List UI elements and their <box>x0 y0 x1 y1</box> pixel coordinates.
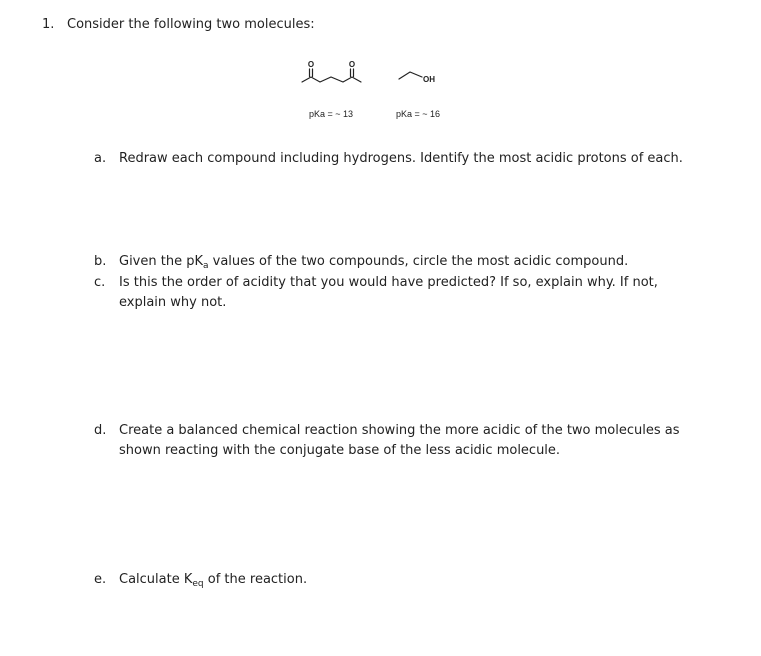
diketone-oxygen-right: O <box>348 60 356 69</box>
part-b-post: values of the two compounds, circle the most acidic compound. <box>208 254 629 269</box>
ethanol-hydroxyl-label: OH <box>423 75 435 84</box>
ethanol-structure <box>399 72 422 79</box>
part-c-line-1: Is this the order of acidity that you would have predicted? If so, explain why. If not, <box>119 275 658 290</box>
part-b-pre: Given the pK <box>119 254 203 269</box>
part-d-marker: d. <box>94 423 107 438</box>
part-a-marker: a. <box>94 151 107 166</box>
part-c-marker: c. <box>94 275 106 290</box>
part-c-line-2: explain why not. <box>119 295 227 310</box>
part-e-text <box>119 572 307 589</box>
part-d-line-1: Create a balanced chemical reaction showing the more acidic of the two molecules as <box>119 423 680 438</box>
diketone-oxygen-left: O <box>307 60 315 69</box>
part-e-pre: Calculate K <box>119 572 193 587</box>
diketone-pka-label: pKa = ~ 13 <box>309 109 354 119</box>
question-stem: Consider the following two molecules: <box>67 17 315 32</box>
part-b-subscript: a <box>203 261 209 271</box>
ethanol-pka-label: pKa = ~ 16 <box>396 109 441 119</box>
part-e-post: of the reaction. <box>203 572 308 587</box>
part-b-text <box>119 254 628 271</box>
part-d-line-2: shown reacting with the conjugate base of the less acidic molecule. <box>119 443 561 458</box>
molecule-figure <box>0 0 761 130</box>
part-e-subscript: eq <box>192 579 204 589</box>
question-number: 1. <box>42 17 55 32</box>
diketone-structure <box>302 69 361 82</box>
part-a-text: Redraw each compound including hydrogens. Identify the most acidic protons of each. <box>119 151 683 166</box>
part-e-marker: e. <box>94 572 107 587</box>
part-b-marker: b. <box>94 254 107 269</box>
